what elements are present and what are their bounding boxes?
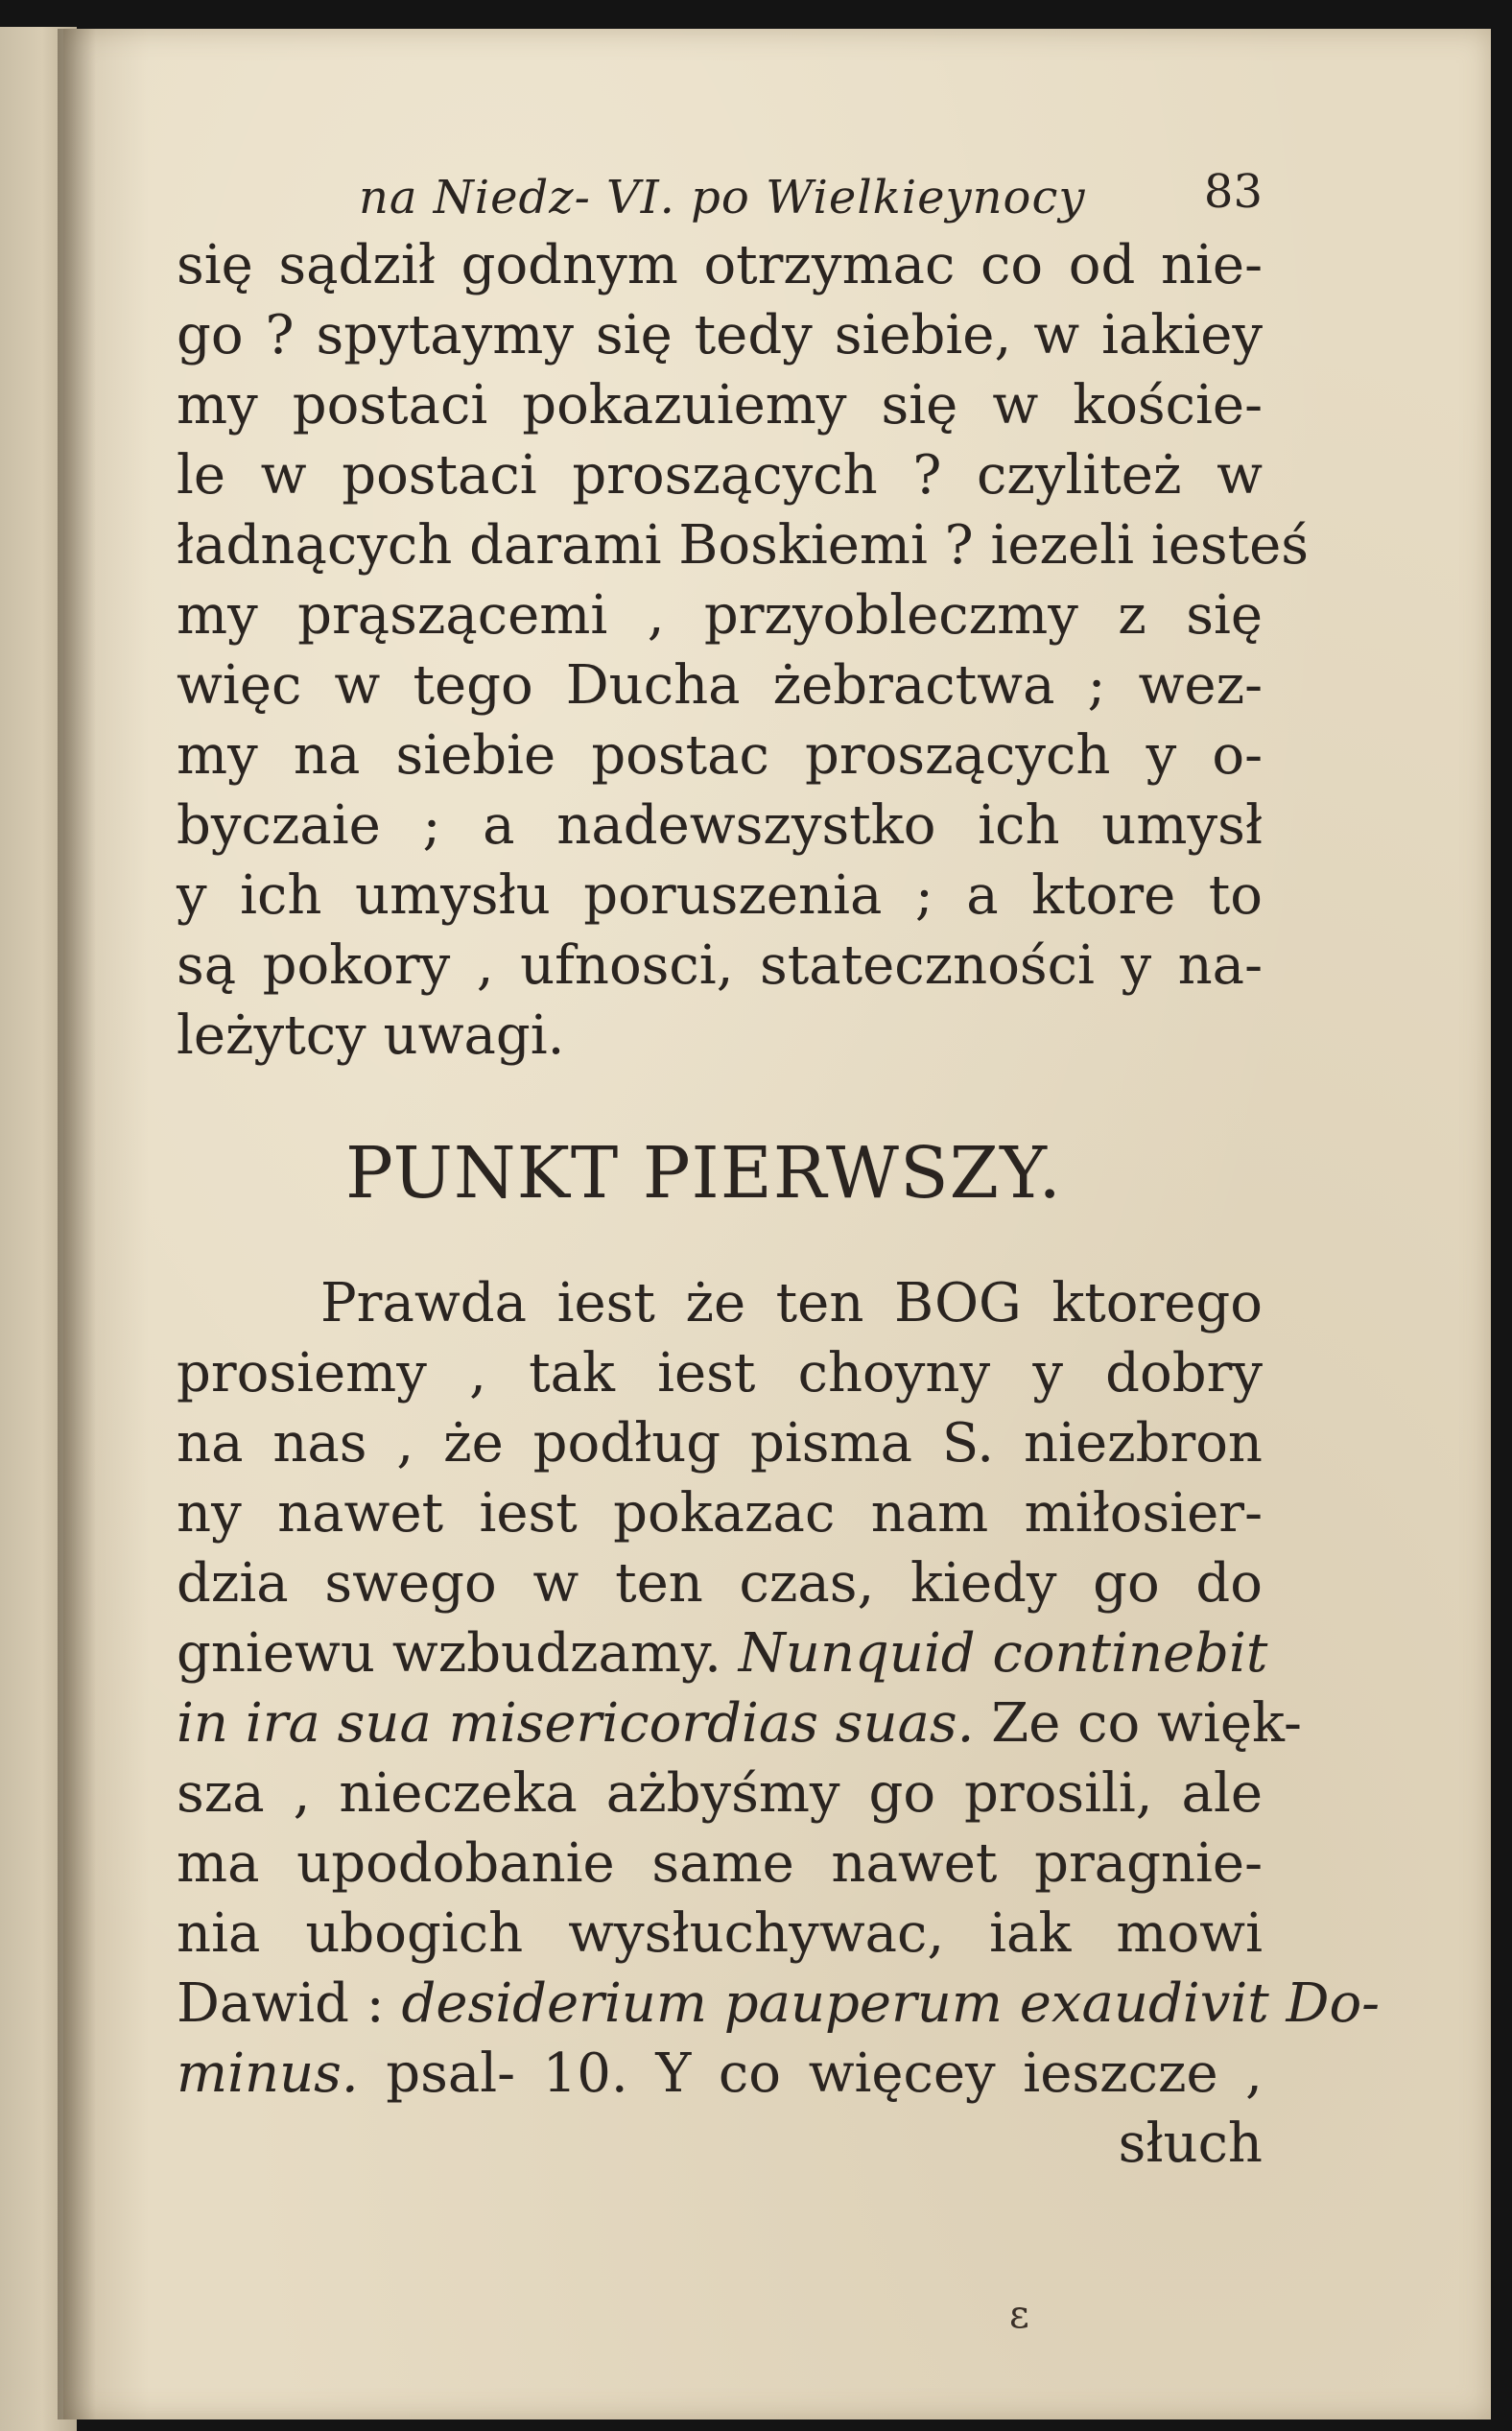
running-header [177,163,1263,230]
bottom-mark: ɛ [1009,2293,1029,2337]
text-run: psal- 10. Y co więcey ieszcze , [386,2042,1263,2105]
text-run: Dawid : [177,1972,385,2035]
page-number: 83 [1203,165,1263,219]
text-line: y ich umysłu poruszenia ; a ktore to [177,864,1263,927]
text-run: Ze co więk- [991,1692,1302,1755]
spine-shadow [58,29,96,2419]
text-run: gniewu wzbudzamy. [177,1622,721,1685]
text-line: byczaie ; a nadewszystko ich umysł [177,794,1263,857]
text-line: leżytcy uwagi. [177,1004,565,1067]
text-line: go ? spytaymy się tedy siebie, w iakiey [177,304,1263,366]
text-line: na nas , że podług pisma S. niezbron [177,1412,1263,1475]
paragraph-2 [177,1268,1381,2179]
paragraph-1 [177,230,1309,1071]
text-line: więc w tego Ducha żebractwa ; wez- [177,654,1263,717]
text-line: sza , nieczeka ażbyśmy go prosili, ale [177,1762,1263,1825]
text-line: my prąszącemi , przyobleczmy z się [177,584,1263,647]
text-line: my postaci pokazuiemy się w koście- [177,374,1263,437]
text-line: dzia swego w ten czas, kiedy go do [177,1552,1263,1615]
text-line: nia ubogich wysłuchywac, iak mowi [177,1902,1263,1965]
catchword: słuch [1118,2112,1263,2175]
latin-quote: desiderium pauperum exaudivit Do- [401,1972,1381,2035]
text-line: ładnących darami Boskiemi ? iezeli iesteś [177,514,1309,577]
text-line: le w postaci proszących ? czyliteż w [177,444,1263,507]
running-title: na Niedz- VI. po Wielkieynocy [359,171,1086,224]
latin-quote: in ira sua misericordias suas. [177,1692,975,1755]
latin-quote: minus. [177,2042,359,2105]
text-line [177,1969,1381,2039]
text-line: są pokory , ufnosci, stateczności y na- [177,934,1263,997]
page-text [177,163,1381,2179]
text-line [177,1688,1302,1758]
text-line [177,2039,1263,2109]
text-line: my na siebie postac proszących y o- [177,724,1263,787]
text-line: prosiemy , tak iest choyny y dobry [177,1342,1263,1404]
text-line: Prawda iest że ten BOG ktorego [320,1272,1263,1334]
section-heading: PUNKT PIERWSZY. [345,1132,1062,1215]
text-line: ny nawet iest pokazac nam miłosier- [177,1482,1263,1545]
latin-quote: Nunquid continebit [738,1622,1268,1685]
text-line: ma upodobanie same nawet pragnie- [177,1832,1263,1895]
text-line [177,1618,1268,1688]
text-line: się sądził godnym otrzymac co od nie- [177,234,1263,296]
